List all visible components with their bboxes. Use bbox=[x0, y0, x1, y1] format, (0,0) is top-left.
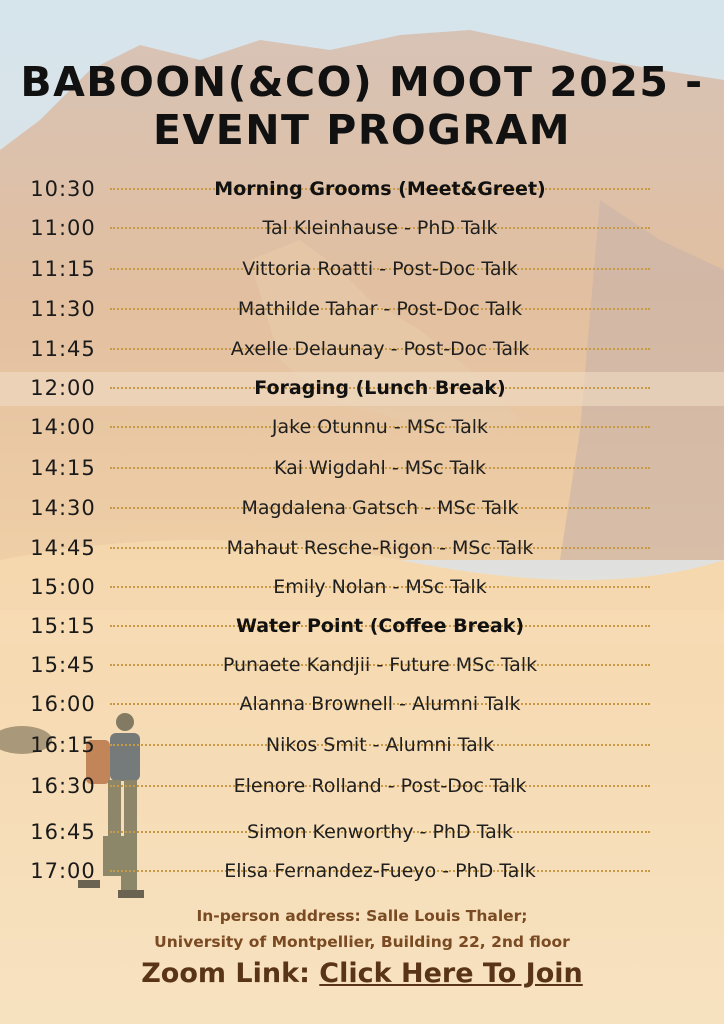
schedule-row bbox=[0, 818, 724, 846]
address-line-1: In-person address: Salle Louis Thaler; bbox=[196, 907, 528, 925]
schedule-label-text: Simon Kenworthy - PhD Talk bbox=[247, 821, 513, 843]
dotted-leader bbox=[110, 188, 650, 190]
schedule-time: 14:45 bbox=[30, 536, 96, 560]
schedule-row bbox=[0, 494, 724, 522]
dotted-leader bbox=[110, 507, 650, 509]
schedule-row bbox=[0, 214, 724, 242]
schedule-time: 14:30 bbox=[30, 496, 96, 520]
dotted-leader bbox=[110, 831, 650, 833]
dotted-leader bbox=[110, 227, 650, 229]
page-title-line-1: BABOON(&CO) MOOT 2025 - bbox=[20, 58, 704, 106]
schedule-label-text: Nikos Smit - Alumni Talk bbox=[265, 734, 495, 756]
schedule-time: 16:15 bbox=[30, 733, 96, 757]
schedule-time: 15:15 bbox=[30, 614, 96, 638]
zoom-link-prefix: Zoom Link: bbox=[141, 958, 310, 989]
dotted-leader bbox=[110, 268, 650, 270]
schedule-time: 16:45 bbox=[30, 820, 96, 844]
schedule-time: 11:30 bbox=[30, 297, 96, 321]
schedule-row bbox=[0, 651, 724, 679]
schedule-label-text: Elenore Rolland - Post-Doc Talk bbox=[233, 775, 527, 797]
dotted-leader bbox=[110, 308, 650, 310]
schedule-label-text: Emily Nolan - MSc Talk bbox=[273, 576, 487, 598]
schedule-time: 11:45 bbox=[30, 337, 96, 361]
page-title-line-2: EVENT PROGRAM bbox=[152, 106, 572, 154]
schedule-label-text: Foraging (Lunch Break) bbox=[254, 377, 506, 399]
schedule-row bbox=[0, 534, 724, 562]
schedule-label-text: Mathilde Tahar - Post-Doc Talk bbox=[237, 298, 523, 320]
schedule-row bbox=[0, 295, 724, 323]
dotted-leader bbox=[110, 467, 650, 469]
schedule-row bbox=[0, 612, 724, 640]
zoom-link-line bbox=[0, 958, 724, 990]
schedule-label-text: Alanna Brownell - Alumni Talk bbox=[239, 693, 521, 715]
dotted-leader bbox=[110, 625, 650, 627]
dotted-leader bbox=[110, 744, 650, 746]
dotted-leader bbox=[110, 785, 650, 787]
schedule-label-text: Punaete Kandjii - Future MSc Talk bbox=[222, 654, 538, 676]
schedule-label-text: Jake Otunnu - MSc Talk bbox=[271, 416, 489, 438]
schedule-time: 11:00 bbox=[30, 216, 96, 240]
dotted-leader bbox=[110, 547, 650, 549]
schedule-row bbox=[0, 690, 724, 718]
dotted-leader bbox=[110, 664, 650, 666]
dotted-leader bbox=[110, 703, 650, 705]
schedule-row bbox=[0, 454, 724, 482]
dotted-leader bbox=[110, 426, 650, 428]
schedule-label-text: Tal Kleinhause - PhD Talk bbox=[262, 217, 498, 239]
schedule-row bbox=[0, 731, 724, 759]
schedule-time: 11:15 bbox=[30, 257, 96, 281]
schedule-label-text: Elisa Fernandez-Fueyo - PhD Talk bbox=[224, 860, 536, 882]
schedule-label-text: Mahaut Resche-Rigon - MSc Talk bbox=[226, 537, 534, 559]
schedule-row bbox=[0, 857, 724, 885]
schedule-label-text: Morning Grooms (Meet&Greet) bbox=[214, 178, 546, 200]
dotted-leader bbox=[110, 348, 650, 350]
dotted-leader bbox=[110, 870, 650, 872]
schedule-label-text: Magdalena Gatsch - MSc Talk bbox=[241, 497, 519, 519]
schedule-label-text: Kai Wigdahl - MSc Talk bbox=[273, 457, 487, 479]
schedule-label-text: Vittoria Roatti - Post-Doc Talk bbox=[242, 258, 518, 280]
dotted-leader bbox=[110, 586, 650, 588]
schedule-time: 12:00 bbox=[30, 376, 96, 400]
schedule-time: 15:45 bbox=[30, 653, 96, 677]
schedule-time: 14:15 bbox=[30, 456, 96, 480]
schedule-time: 10:30 bbox=[30, 177, 96, 201]
dotted-leader bbox=[110, 387, 650, 389]
schedule-label-text: Water Point (Coffee Break) bbox=[235, 615, 525, 637]
schedule-time: 17:00 bbox=[30, 859, 96, 883]
address-line-2: University of Montpellier, Building 22, 2nd floor bbox=[154, 933, 570, 951]
schedule-row bbox=[0, 772, 724, 800]
schedule-row bbox=[0, 335, 724, 363]
schedule-label-text: Axelle Delaunay - Post-Doc Talk bbox=[230, 338, 530, 360]
schedule-time: 16:00 bbox=[30, 692, 96, 716]
schedule-row bbox=[0, 573, 724, 601]
schedule-row bbox=[0, 255, 724, 283]
schedule-row bbox=[0, 413, 724, 441]
schedule-row bbox=[0, 374, 724, 402]
schedule-time: 14:00 bbox=[30, 415, 96, 439]
zoom-join-link[interactable]: Click Here To Join bbox=[319, 958, 583, 989]
schedule-time: 15:00 bbox=[30, 575, 96, 599]
schedule-time: 16:30 bbox=[30, 774, 96, 798]
schedule-row bbox=[0, 175, 724, 203]
